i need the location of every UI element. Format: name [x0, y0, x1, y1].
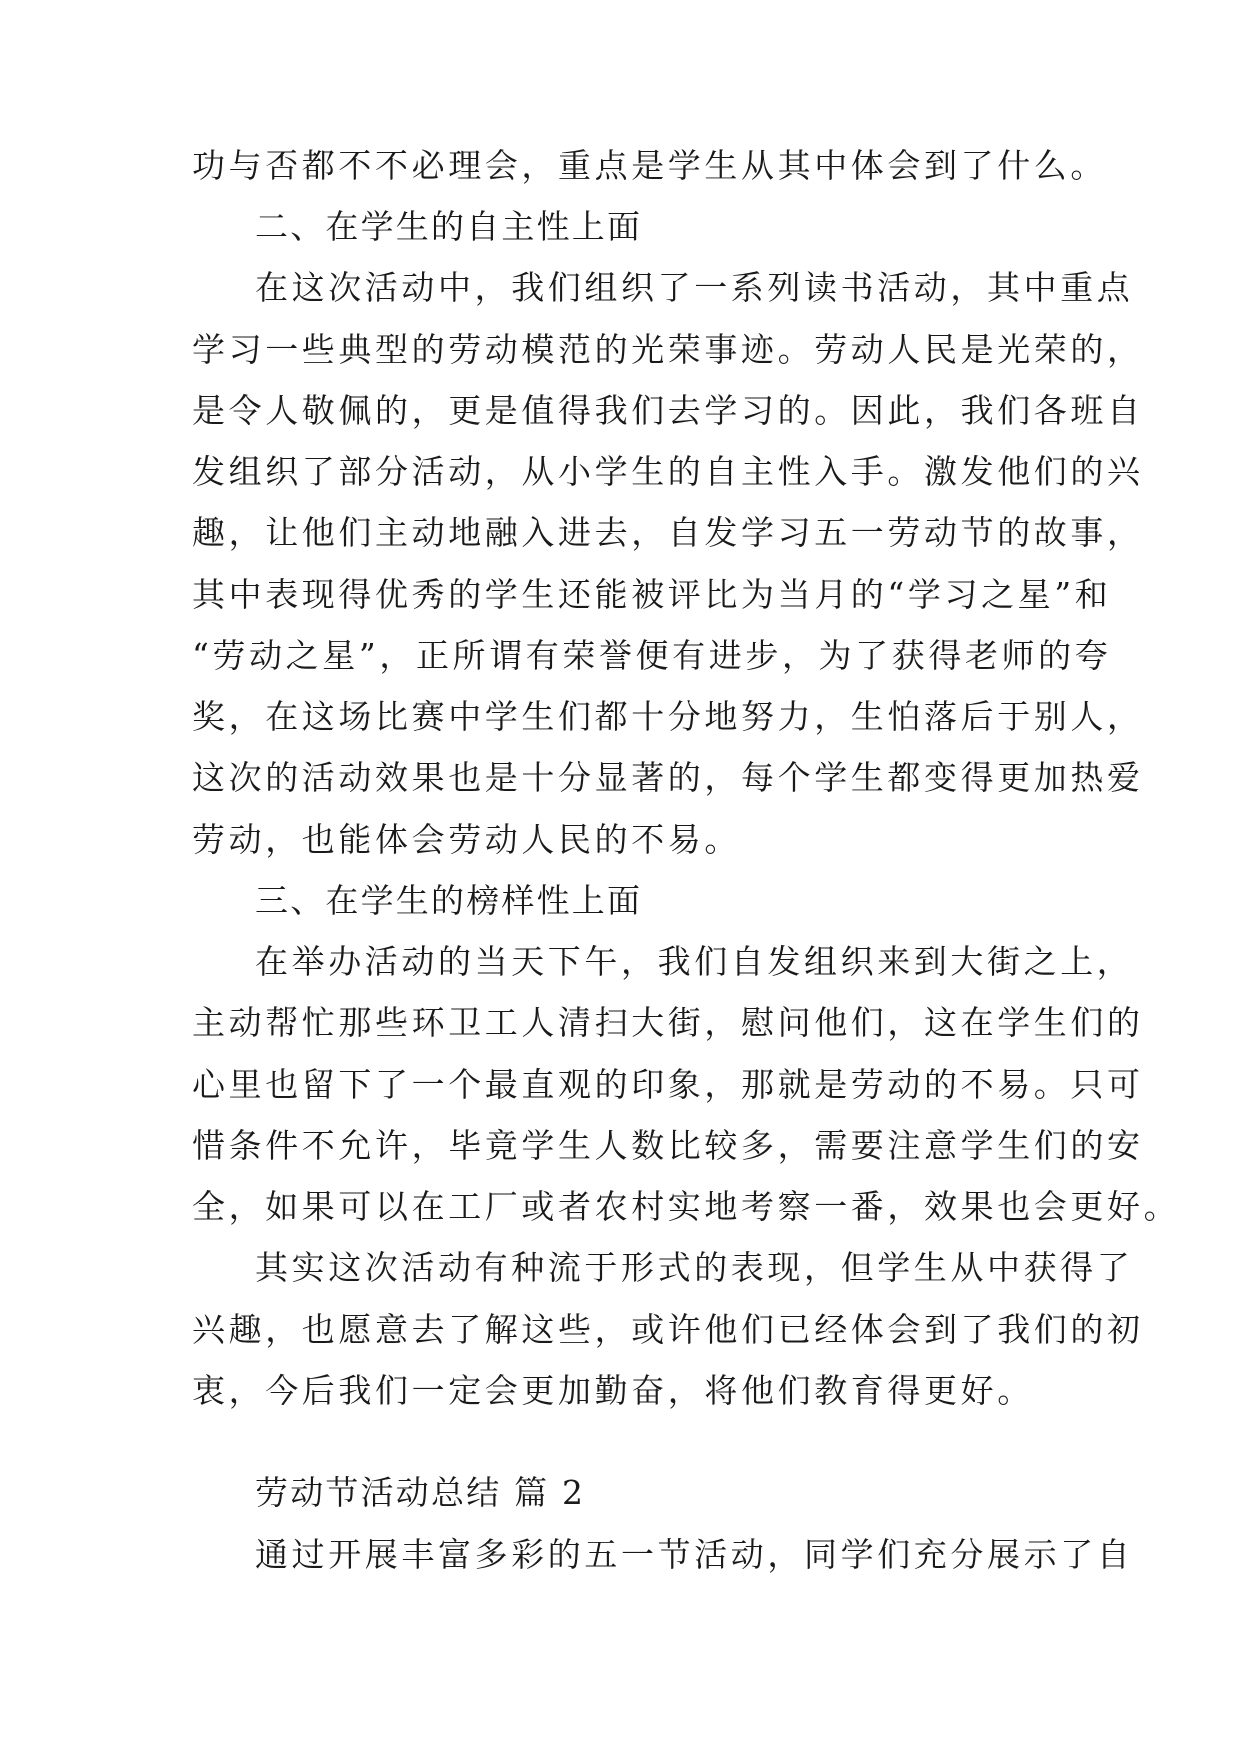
body-text-line: 全，如果可以在工厂或者农村实地考察一番，效果也会更好。 [192, 1187, 1181, 1226]
body-text-line: 通过开展丰富多彩的五一节活动，同学们充分展示了自 [255, 1535, 1134, 1574]
body-text-line: 其实这次活动有种流于形式的表现，但学生从中获得了 [255, 1248, 1134, 1287]
body-text-line: 学习一些典型的劳动模范的光荣事迹。劳动人民是光荣的， [192, 330, 1144, 369]
body-text-line: 这次的活动效果也是十分显著的，每个学生都变得更加热爱 [192, 758, 1144, 797]
body-text-line: 衷，今后我们一定会更加勤奋，将他们教育得更好。 [192, 1371, 1034, 1410]
body-text-line: 兴趣，也愿意去了解这些，或许他们已经体会到了我们的初 [192, 1310, 1144, 1349]
body-text-line: 心里也留下了一个最直观的印象，那就是劳动的不易。只可 [192, 1065, 1144, 1104]
section-heading: 三、在学生的榜样性上面 [255, 881, 643, 920]
body-text-line: 在这次活动中，我们组织了一系列读书活动，其中重点 [255, 268, 1134, 307]
body-text-line: 功与否都不不必理会，重点是学生从其中体会到了什么。 [192, 146, 1107, 185]
body-text-line: 主动帮忙那些环卫工人清扫大街，慰问他们，这在学生们的 [192, 1003, 1144, 1042]
body-text-line: 惜条件不允许，毕竟学生人数比较多，需要注意学生们的安 [192, 1126, 1144, 1165]
section-heading: 二、在学生的自主性上面 [255, 207, 643, 246]
body-text-line: 在举办活动的当天下午，我们自发组织来到大街之上， [255, 942, 1134, 981]
body-text-line: 劳动，也能体会劳动人民的不易。 [192, 820, 741, 859]
body-text-line: 发组织了部分活动，从小学生的自主性入手。激发他们的兴 [192, 452, 1144, 491]
body-text-line: 趣，让他们主动地融入进去，自发学习五一劳动节的故事， [192, 513, 1144, 552]
article-title: 劳动节活动总结 篇 2 [255, 1473, 586, 1512]
body-text-line: 其中表现得优秀的学生还能被评比为当月的“学习之星”和 [192, 575, 1112, 614]
body-text-line: 奖，在这场比赛中学生们都十分地努力，生怕落后于别人， [192, 697, 1144, 736]
body-text-line: 是令人敬佩的，更是值得我们去学习的。因此，我们各班自 [192, 391, 1144, 430]
body-text-line: “劳动之星”，正所谓有荣誉便有进步，为了获得老师的夸 [192, 636, 1112, 675]
